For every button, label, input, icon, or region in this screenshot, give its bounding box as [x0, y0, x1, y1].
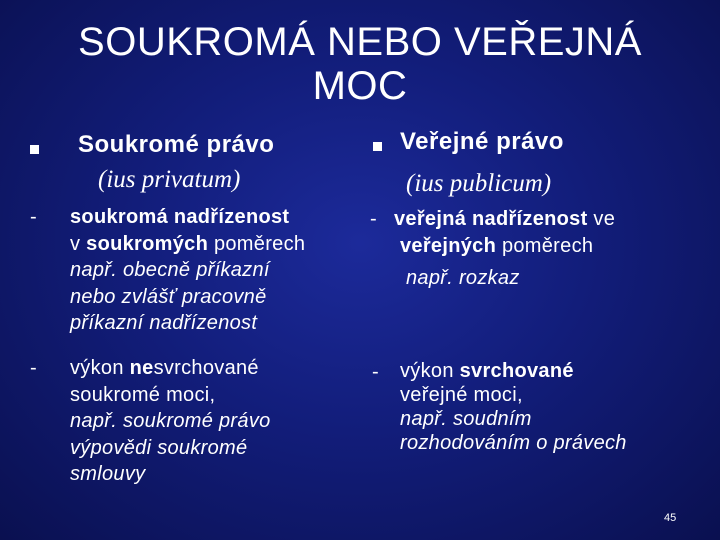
left-point-1-example-1: např. obecně příkazní: [70, 259, 270, 281]
right-point-1-bold: veřejná nadřízenost: [394, 208, 588, 230]
left-bullet-square-icon: [30, 145, 39, 154]
right-point-2-line-1: [400, 359, 627, 383]
right-point-1: [394, 206, 615, 292]
left-point-1-example-2: nebo zvlášť pracovně: [70, 285, 267, 308]
right-point-1-line-2: [394, 233, 615, 260]
right-point-1-tail: ve: [587, 208, 616, 230]
left-dash-1: -: [30, 206, 37, 228]
left-point-2-example-3: smlouvy: [70, 463, 146, 485]
left-point-1-line-2: [70, 231, 305, 258]
right-point-1-line-2-bold: veřejných: [400, 234, 497, 257]
left-point-2-line-1: [70, 355, 271, 382]
right-point-2-line-2: veřejné moci,: [400, 384, 523, 406]
left-point-2-line-2: soukromé moci,: [70, 383, 216, 406]
right-dash-1: -: [370, 208, 377, 230]
right-point-2-example-2: rozhodováním o právech: [400, 432, 627, 454]
left-point-1: [70, 204, 305, 337]
left-point-1-line-2-bold: soukromých: [86, 232, 209, 255]
right-point-1-example: např. rozkaz: [406, 267, 520, 289]
right-point-2-prefix: výkon: [400, 360, 460, 382]
left-point-2-prefix: výkon: [70, 357, 130, 379]
left-point-1-example-3: příkazní nadřízenost: [70, 312, 258, 334]
left-point-2: [70, 355, 271, 488]
right-point-2-bold: svrchované: [459, 360, 574, 382]
left-latin-term: (ius privatum): [98, 166, 241, 193]
left-point-1-line-1: [70, 204, 305, 231]
slide-title: [0, 20, 720, 108]
left-point-1-bold: soukromá nadřízenost: [70, 206, 290, 228]
right-dash-2: -: [372, 361, 379, 383]
left-point-1-line-2-prefix: v: [70, 232, 87, 255]
left-point-1-line-2-suffix: poměrech: [208, 232, 306, 255]
right-point-2: [400, 359, 627, 455]
left-point-2-bold: ne: [129, 357, 154, 379]
right-point-1-line-1: [394, 206, 615, 233]
right-heading: Veřejné právo: [400, 128, 564, 155]
left-point-2-example-1: např. soukromé právo: [70, 410, 271, 432]
title-line-1: SOUKROMÁ NEBO VEŘEJNÁ: [78, 20, 642, 64]
page-number: 45: [664, 512, 677, 524]
right-point-2-example-1: např. soudním: [400, 408, 532, 430]
right-bullet-square-icon: [373, 142, 382, 151]
left-point-2-example-2: výpovědi soukromé: [70, 436, 248, 459]
left-dash-2: -: [30, 357, 37, 379]
left-heading: Soukromé právo: [78, 131, 275, 158]
title-line-2: MOC: [312, 64, 408, 108]
left-point-2-suffix: svrchované: [153, 357, 259, 379]
right-latin-term: (ius publicum): [406, 170, 552, 197]
right-point-1-line-2-suffix: poměrech: [496, 234, 594, 257]
